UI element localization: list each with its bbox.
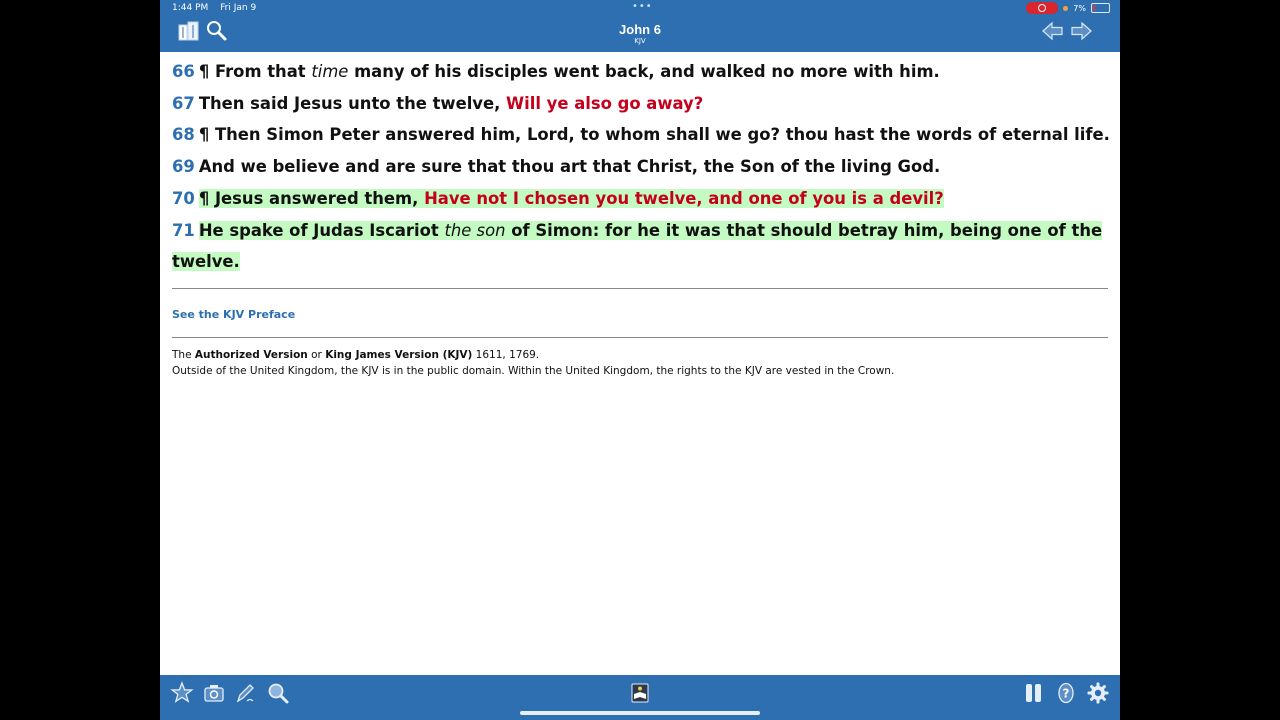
verse-line-continued[interactable]	[172, 246, 1108, 278]
mic-indicator-icon	[1063, 6, 1068, 11]
verse-text: ¶ Jesus answered them,	[198, 188, 425, 208]
version-label: KJV	[634, 37, 646, 45]
top-toolbar	[160, 0, 1120, 52]
pen-icon[interactable]	[234, 681, 258, 705]
divider	[172, 288, 1108, 289]
multitask-dots-icon[interactable]: •••	[632, 1, 653, 12]
app-screen	[160, 0, 1120, 720]
battery-icon	[1091, 3, 1110, 13]
italic-word: time	[311, 62, 349, 81]
gear-icon[interactable]	[1086, 681, 1110, 705]
verse-number[interactable]: 69	[172, 157, 195, 177]
verse-text: many of his disciples went back, and walked no more with him.	[348, 62, 940, 81]
home-indicator[interactable]	[520, 711, 760, 715]
verse-line[interactable]	[172, 119, 1108, 151]
verse-list	[172, 56, 1108, 278]
back-arrow-icon[interactable]	[1040, 18, 1066, 44]
verse-line[interactable]	[172, 183, 1108, 215]
parallel-columns-icon[interactable]	[1022, 681, 1046, 705]
verse-number[interactable]: 70	[172, 188, 195, 208]
status-bar-right	[1026, 2, 1110, 14]
kjv-preface-link[interactable]: See the KJV Preface	[172, 308, 296, 321]
verse-text: ¶ From that	[198, 62, 312, 81]
verse-text: And we believe and are sure that thou art that Christ, the Son of the living God.	[198, 157, 941, 177]
words-of-christ: Have not I chosen you twelve, and one of you is a devil?	[424, 188, 944, 208]
verse-text: He spake of Judas Iscariot	[198, 220, 445, 240]
forward-arrow-icon[interactable]	[1068, 18, 1094, 44]
svg-text:?: ?	[1062, 686, 1070, 701]
status-time: 1:44 PM	[172, 3, 209, 13]
verse-line[interactable]	[172, 215, 1108, 247]
verse-number[interactable]: 67	[172, 93, 195, 113]
chapter-title[interactable]	[160, 22, 1120, 46]
status-date: Fri Jan 9	[220, 3, 257, 13]
verse-text: Then said Jesus unto the twelve,	[198, 93, 507, 113]
verse-number[interactable]: 66	[172, 62, 195, 81]
verse-text: ¶ Then Simon Peter answered him, Lord, to whom shall we go? thou hast the words of eternal life.	[198, 125, 1110, 145]
chapter-content[interactable]	[160, 52, 1120, 675]
verse-number[interactable]: 68	[172, 125, 195, 145]
verse-line[interactable]	[172, 56, 1108, 88]
camera-icon[interactable]	[202, 681, 226, 705]
page-title: John 6	[619, 22, 661, 37]
help-icon[interactable]	[1054, 681, 1078, 705]
copyright-line-1: The Authorized Version or King James Version (KJV) 1611, 1769.	[172, 349, 540, 361]
verse-text: of Simon: for he it was that should betray him, being one of the	[505, 220, 1103, 240]
copyright-line-2: Outside of the United Kingdom, the KJV is in the public domain. Within the United Kingdom, the rights to the KJV are vested in the Crown.	[172, 364, 895, 377]
verse-text: twelve.	[172, 252, 240, 272]
battery-percent: 7%	[1073, 3, 1086, 13]
status-bar-left	[172, 3, 265, 13]
words-of-christ: Will ye also go away?	[506, 93, 704, 113]
verse-line[interactable]	[172, 88, 1108, 120]
screen-recording-icon[interactable]	[1026, 2, 1058, 14]
bottom-toolbar	[160, 675, 1120, 720]
copyright-notice	[172, 348, 894, 379]
verse-number[interactable]: 71	[172, 220, 195, 240]
divider	[172, 337, 1108, 338]
verse-line[interactable]	[172, 151, 1108, 183]
italic-word: the son	[444, 220, 506, 240]
reader-book-icon[interactable]	[628, 681, 652, 705]
magnifier-icon[interactable]	[266, 681, 290, 705]
star-icon[interactable]	[170, 681, 194, 705]
